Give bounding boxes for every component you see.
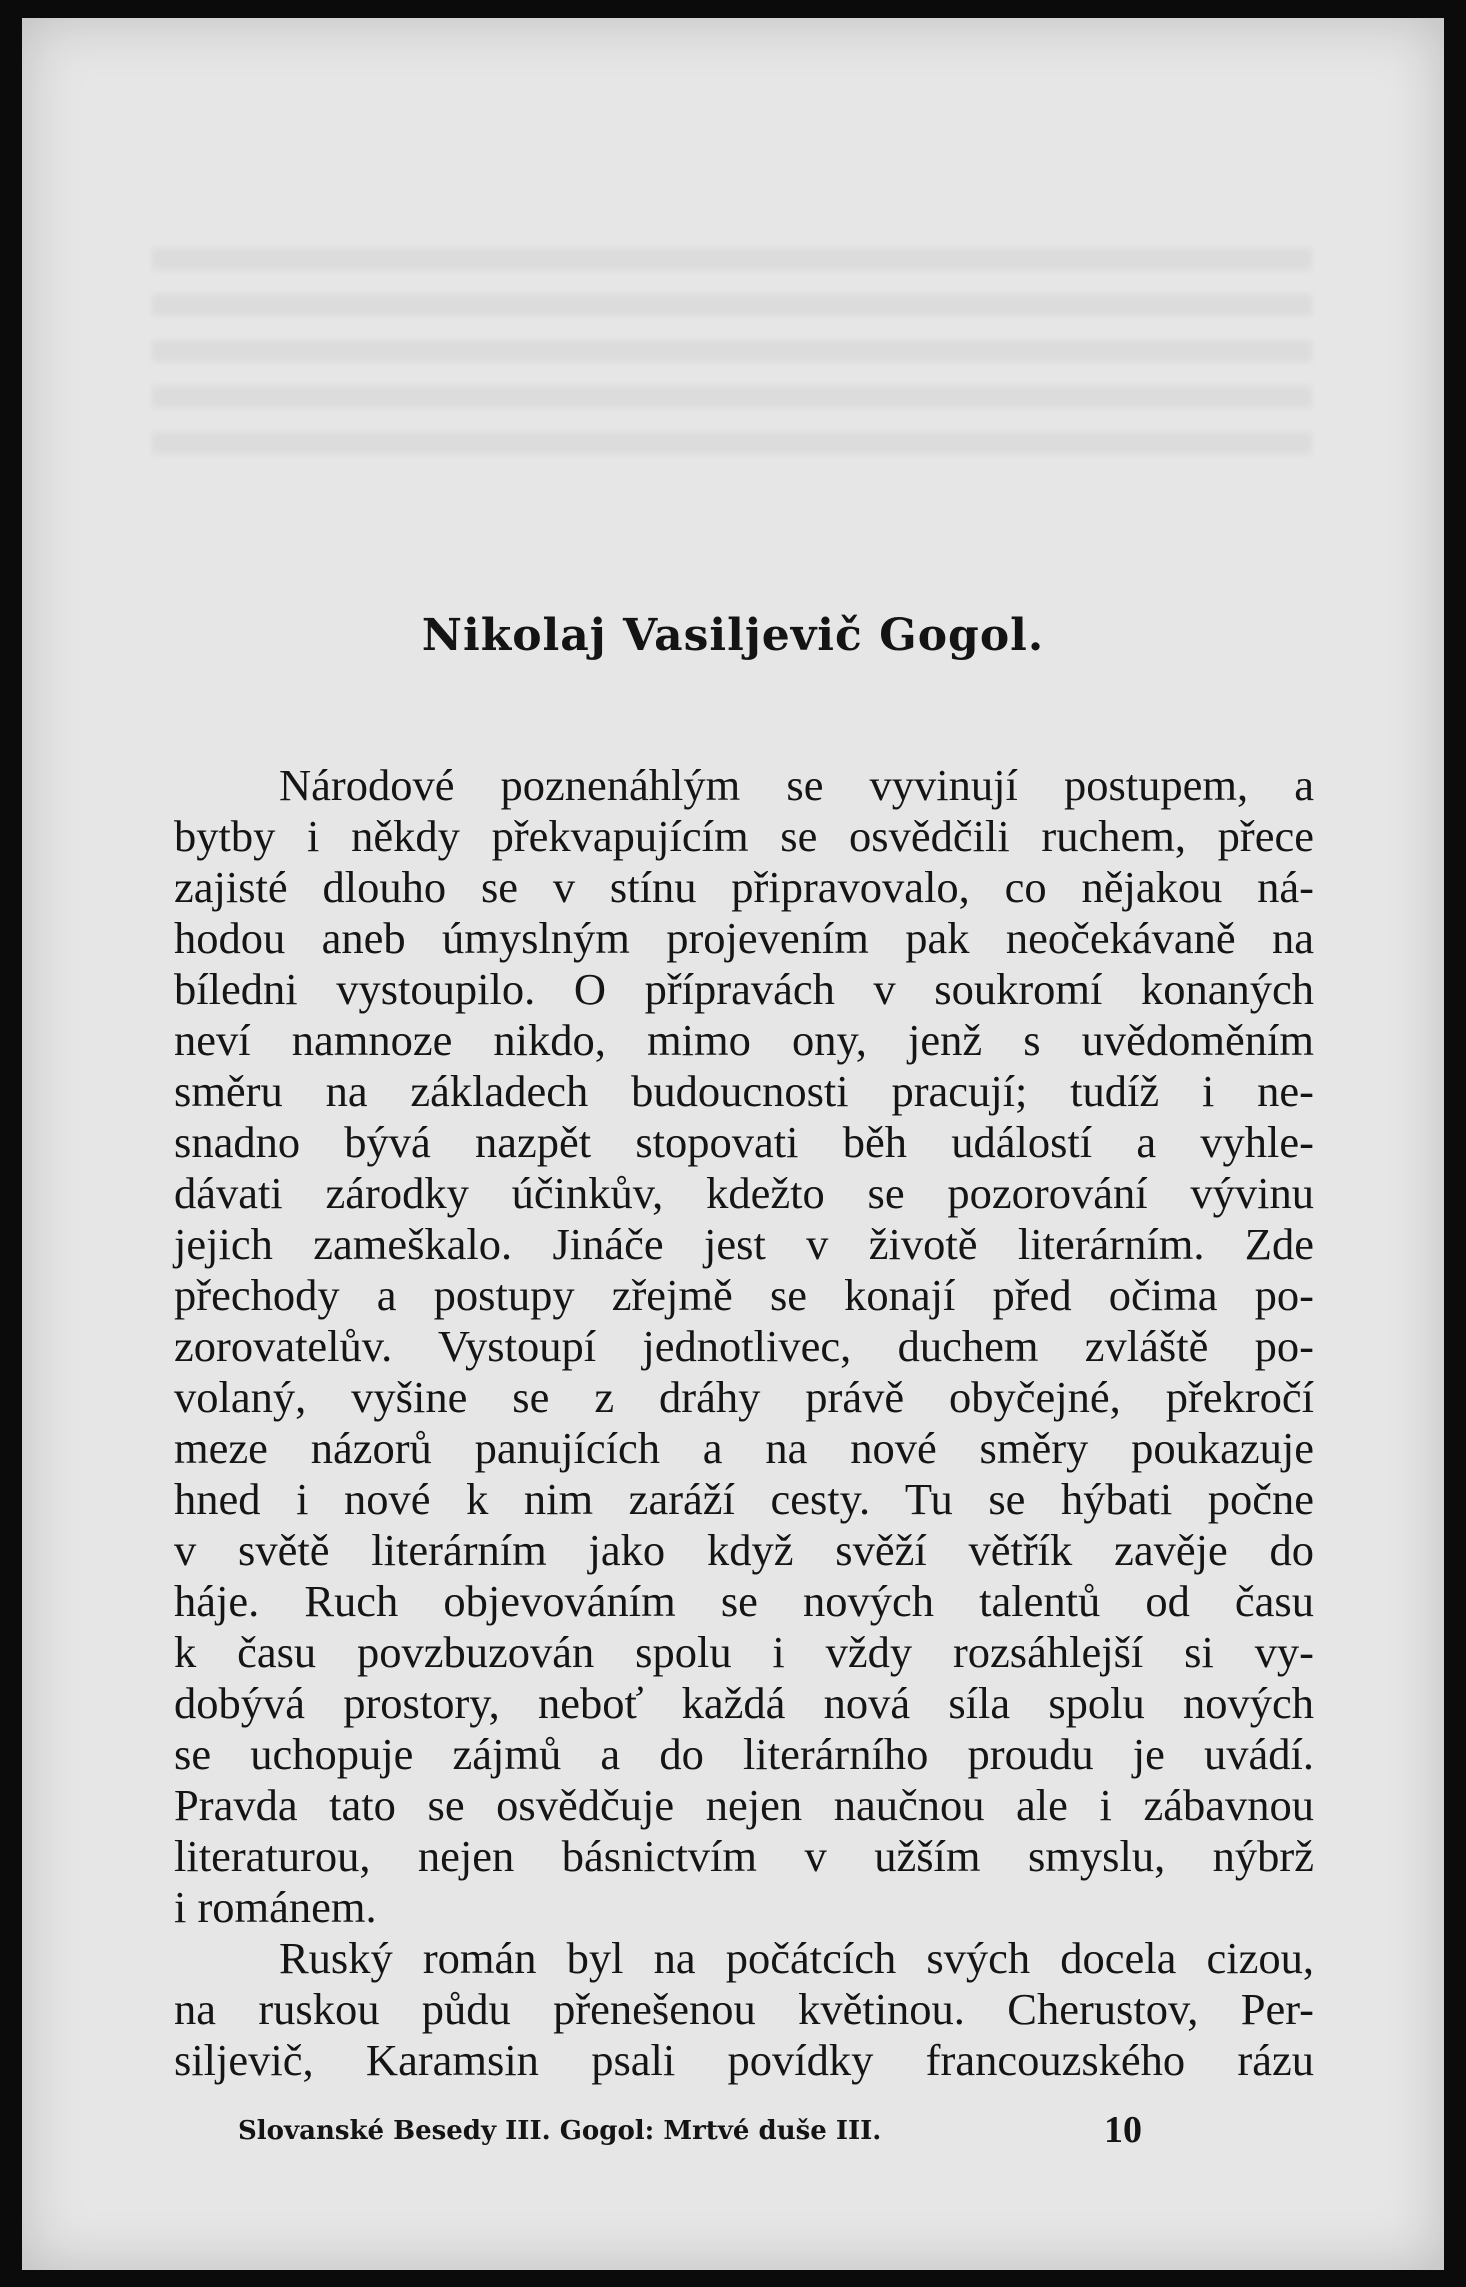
text-line: siljevič, Karamsin psali povídky francouzského rázu bbox=[174, 2035, 1314, 2085]
text-line: i románem. bbox=[174, 1882, 377, 1932]
show-through-text bbox=[152, 248, 1312, 468]
text-line: Ruský román byl na počátcích svých docela cizou, bbox=[279, 1933, 1314, 1983]
text-line: k času povzbuzován spolu i vždy rozsáhlejší si vy- bbox=[174, 1627, 1314, 1677]
text-line: zajisté dlouho se v stínu připravovalo, co nějakou ná- bbox=[174, 862, 1314, 912]
text-line: Národové poznenáhlým se vyvinují postupem, a bbox=[279, 760, 1314, 810]
text-line: hned i nové k nim zaráží cesty. Tu se hýbati počne bbox=[174, 1474, 1314, 1524]
text-line: neví namnoze nikdo, mimo ony, jenž s uvědoměním bbox=[174, 1015, 1314, 1065]
paragraph-2 bbox=[174, 1933, 1314, 2086]
text-line: dobývá prostory, neboť každá nová síla spolu nových bbox=[174, 1678, 1314, 1728]
text-line: volaný, vyšine se z dráhy právě obyčejné, překročí bbox=[174, 1372, 1314, 1422]
page-number: 10 bbox=[1104, 2109, 1142, 2151]
text-line: jejich zameškalo. Jináče jest v životě literárním. Zde bbox=[174, 1219, 1314, 1269]
article-body bbox=[174, 760, 1314, 2086]
paragraph-1 bbox=[174, 760, 1314, 1933]
text-line: bytby i někdy překvapujícím se osvědčili ruchem, přece bbox=[174, 811, 1314, 861]
text-line: zorovatelův. Vystoupí jednotlivec, duchem zvláště po- bbox=[174, 1321, 1314, 1371]
book-page bbox=[22, 18, 1444, 2270]
text-line: v světě literárním jako když svěží větřík zavěje do bbox=[174, 1525, 1314, 1575]
text-line: meze názorů panujících a na nové směry poukazuje bbox=[174, 1423, 1314, 1473]
text-line: Pravda tato se osvědčuje nejen naučnou ale i zábavnou bbox=[174, 1780, 1314, 1830]
page-title: Nikolaj Vasiljevič Gogol. bbox=[421, 610, 1045, 661]
text-line: dávati zárodky účinkův, kdežto se pozorování vývinu bbox=[174, 1168, 1314, 1218]
text-line: přechody a postupy zřejmě se konají před očima po- bbox=[174, 1270, 1314, 1320]
text-line: bíledni vystoupilo. O přípravách v soukromí konaných bbox=[174, 964, 1314, 1014]
text-line: háje. Ruch objevováním se nových talentů od času bbox=[174, 1576, 1314, 1626]
text-line: na ruskou půdu přenešenou květinou. Cherustov, Per- bbox=[174, 1984, 1314, 2034]
text-line: směru na základech budoucnosti pracují; tudíž i ne- bbox=[174, 1066, 1314, 1116]
text-line: hodou aneb úmyslným projevením pak neočekávaně na bbox=[174, 913, 1314, 963]
text-line: literaturou, nejen básnictvím v užším smyslu, nýbrž bbox=[174, 1831, 1314, 1881]
text-line: se uchopuje zájmů a do literárního proudu je uvádí. bbox=[174, 1729, 1314, 1779]
text-line: snadno bývá nazpět stopovati běh událostí a vyhle- bbox=[174, 1117, 1314, 1167]
signature-mark: Slovanské Besedy III. Gogol: Mrtvé duše III. bbox=[238, 2116, 882, 2146]
